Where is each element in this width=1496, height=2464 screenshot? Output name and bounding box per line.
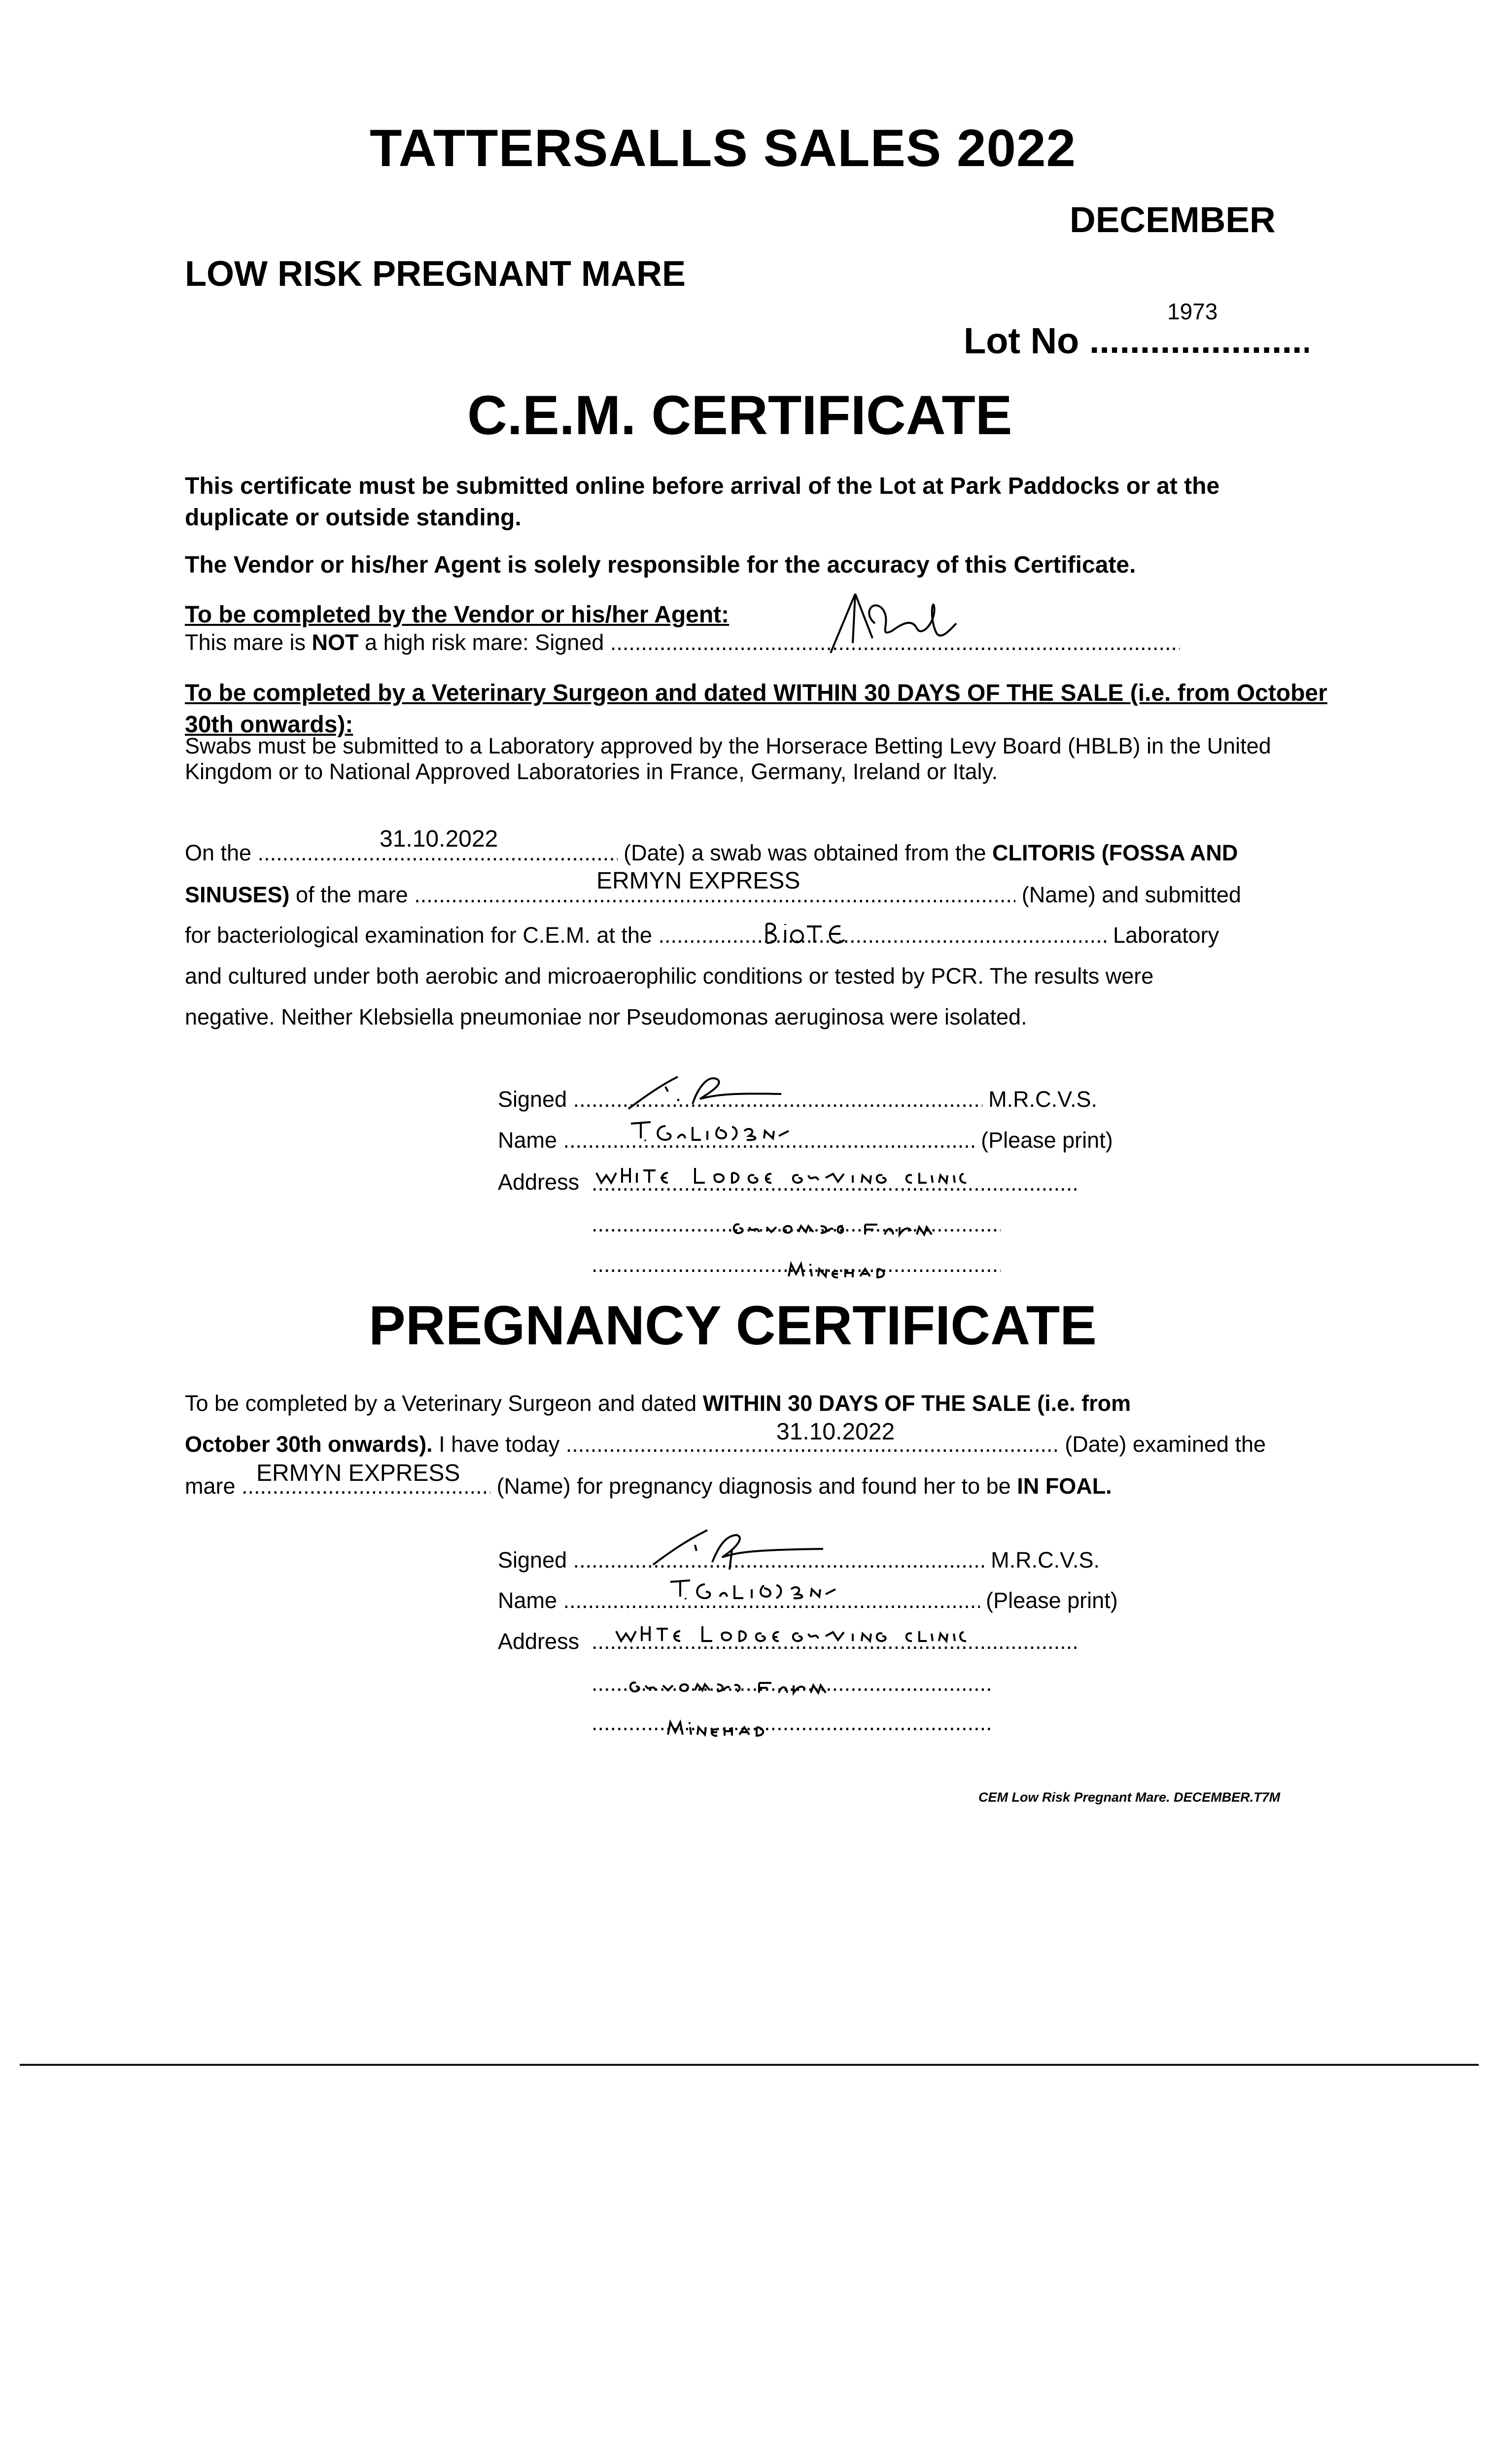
preg-line2-suffix: (Date) examined the: [1065, 1432, 1266, 1457]
cem-certificate-title: C.E.M. CERTIFICATE: [467, 384, 1012, 446]
cem-line-4: and cultured under both aerobic and microaerophilic conditions or tested by PCR. The results were: [185, 963, 1154, 989]
preg-address-dots-2: [591, 1671, 993, 1696]
preg-name-dots-line: [563, 1588, 980, 1613]
preg-name-label: Name: [498, 1588, 557, 1613]
on-the-label: On the: [185, 840, 252, 865]
preg-address-label: Address: [498, 1629, 580, 1654]
cem-address-dots-1: [591, 1170, 1077, 1196]
cem-address-dots-2: [591, 1211, 1001, 1237]
line3-text: for bacteriological examination for C.E.M. at the: [185, 923, 652, 948]
date-dots: [258, 840, 618, 866]
preg-line-3: [185, 1473, 1112, 1499]
preg-address-dots-1: [591, 1629, 1079, 1654]
cem-mare-name: ERMYN EXPRESS: [596, 868, 800, 894]
lot-number-line: [964, 319, 1309, 362]
line1-emphasis: CLITORIS (FOSSA AND: [992, 840, 1238, 865]
signed-dots: [573, 1087, 982, 1112]
cem-address-label: Address: [498, 1169, 580, 1195]
signed-label: Signed: [498, 1087, 567, 1112]
vet-heading: To be completed by a Veterinary Surgeon and dated WITHIN 30 DAYS OF THE SALE (i.e. from October 30th onwards):: [185, 680, 1327, 738]
cem-responsibility-text: The Vendor or his/her Agent is solely responsible for the accuracy of this Certificate.: [185, 552, 1136, 578]
preg-line3-emphasis: IN FOAL.: [1017, 1473, 1112, 1499]
swabs-text: Swabs must be submitted to a Laboratory approved by the Horserace Betting Levy Board (HBLB) in the United Kingdom or to National Approved Laboratories in France, Germany, Ireland or Italy.: [185, 733, 1271, 784]
cem-name-line: [498, 1128, 1113, 1153]
page-divider: [20, 2064, 1479, 2066]
cem-address-dots-3: [591, 1252, 1001, 1277]
lot-number-value: 1973: [1167, 299, 1218, 324]
laboratory-dots: [658, 923, 1107, 948]
cem-line-5: negative. Neither Klebsiella pneumoniae nor Pseudomonas aeruginosa were isolated.: [185, 1004, 1027, 1029]
preg-please-print-label: (Please print): [986, 1588, 1118, 1613]
please-print-label: (Please print): [981, 1128, 1113, 1153]
name-dots: [414, 882, 1015, 908]
line2-emphasis: SINUSES): [185, 882, 290, 907]
pregnancy-certificate-title: PREGNANCY CERTIFICATE: [369, 1295, 1097, 1356]
form-reference: CEM Low Risk Pregnant Mare. DECEMBER.T7M: [978, 1790, 1281, 1805]
vendor-declaration-line: [185, 630, 1180, 655]
name-label: Name: [498, 1128, 557, 1153]
preg-address-dots-3: [591, 1710, 993, 1736]
vendor-signature: [818, 584, 1006, 658]
preg-line2-text: I have today: [432, 1432, 560, 1457]
line2-text: of the mare: [289, 882, 408, 907]
sale-month: DECEMBER: [1070, 200, 1276, 240]
cem-intro-text: This certificate must be submitted online before arrival of the Lot at Park Paddocks or at the duplicate or outside standing.: [185, 473, 1220, 531]
document-title: TATTERSALLS SALES 2022: [370, 118, 1077, 177]
preg-mrcvs-label: M.R.C.V.S.: [991, 1547, 1100, 1573]
cem-line-3: [185, 923, 1219, 948]
preg-line-1: [185, 1391, 1131, 1416]
preg-line2-emphasis: October 30th onwards).: [185, 1432, 433, 1457]
lot-number-dots: [1089, 319, 1309, 362]
preg-name-dots: [242, 1473, 490, 1499]
line3-suffix: Laboratory: [1113, 923, 1219, 948]
preg-date-dots: [566, 1432, 1059, 1457]
preg-signed-dots: [573, 1547, 985, 1573]
preg-line1-text: To be completed by a Veterinary Surgeon and dated: [185, 1391, 703, 1416]
pregnancy-mare-name: ERMYN EXPRESS: [256, 1460, 460, 1486]
lot-number-label: Lot No: [964, 320, 1079, 361]
line2-suffix: (Name) and submitted: [1021, 882, 1241, 907]
pregnancy-exam-date: 31.10.2022: [776, 1419, 895, 1445]
preg-line-2: [185, 1432, 1266, 1457]
vendor-line-text: This mare is: [185, 630, 312, 655]
mrcvs-label: M.R.C.V.S.: [988, 1087, 1098, 1112]
name-dots-line: [563, 1128, 975, 1153]
vendor-line-emphasis: NOT: [312, 630, 359, 655]
cem-swab-date: 31.10.2022: [380, 826, 498, 852]
preg-line3-text: (Name) for pregnancy diagnosis and found her to be: [496, 1473, 1017, 1499]
preg-signed-label: Signed: [498, 1547, 567, 1573]
document-subtitle: LOW RISK PREGNANT MARE: [185, 254, 686, 294]
preg-name-line: [498, 1588, 1118, 1613]
line1-text: (Date) a swab was obtained from the: [624, 840, 992, 865]
vendor-heading: To be completed by the Vendor or his/her Agent:: [185, 602, 730, 628]
preg-line1-emphasis: WITHIN 30 DAYS OF THE SALE (i.e. from: [702, 1391, 1131, 1416]
cem-signed-line: [498, 1087, 1097, 1112]
preg-signed-line: [498, 1547, 1100, 1573]
cem-line-1: [185, 840, 1238, 866]
cem-line-2: [185, 882, 1241, 908]
vendor-signed-label: a high risk mare: Signed: [358, 630, 604, 655]
preg-mare-label: mare: [185, 1473, 236, 1499]
